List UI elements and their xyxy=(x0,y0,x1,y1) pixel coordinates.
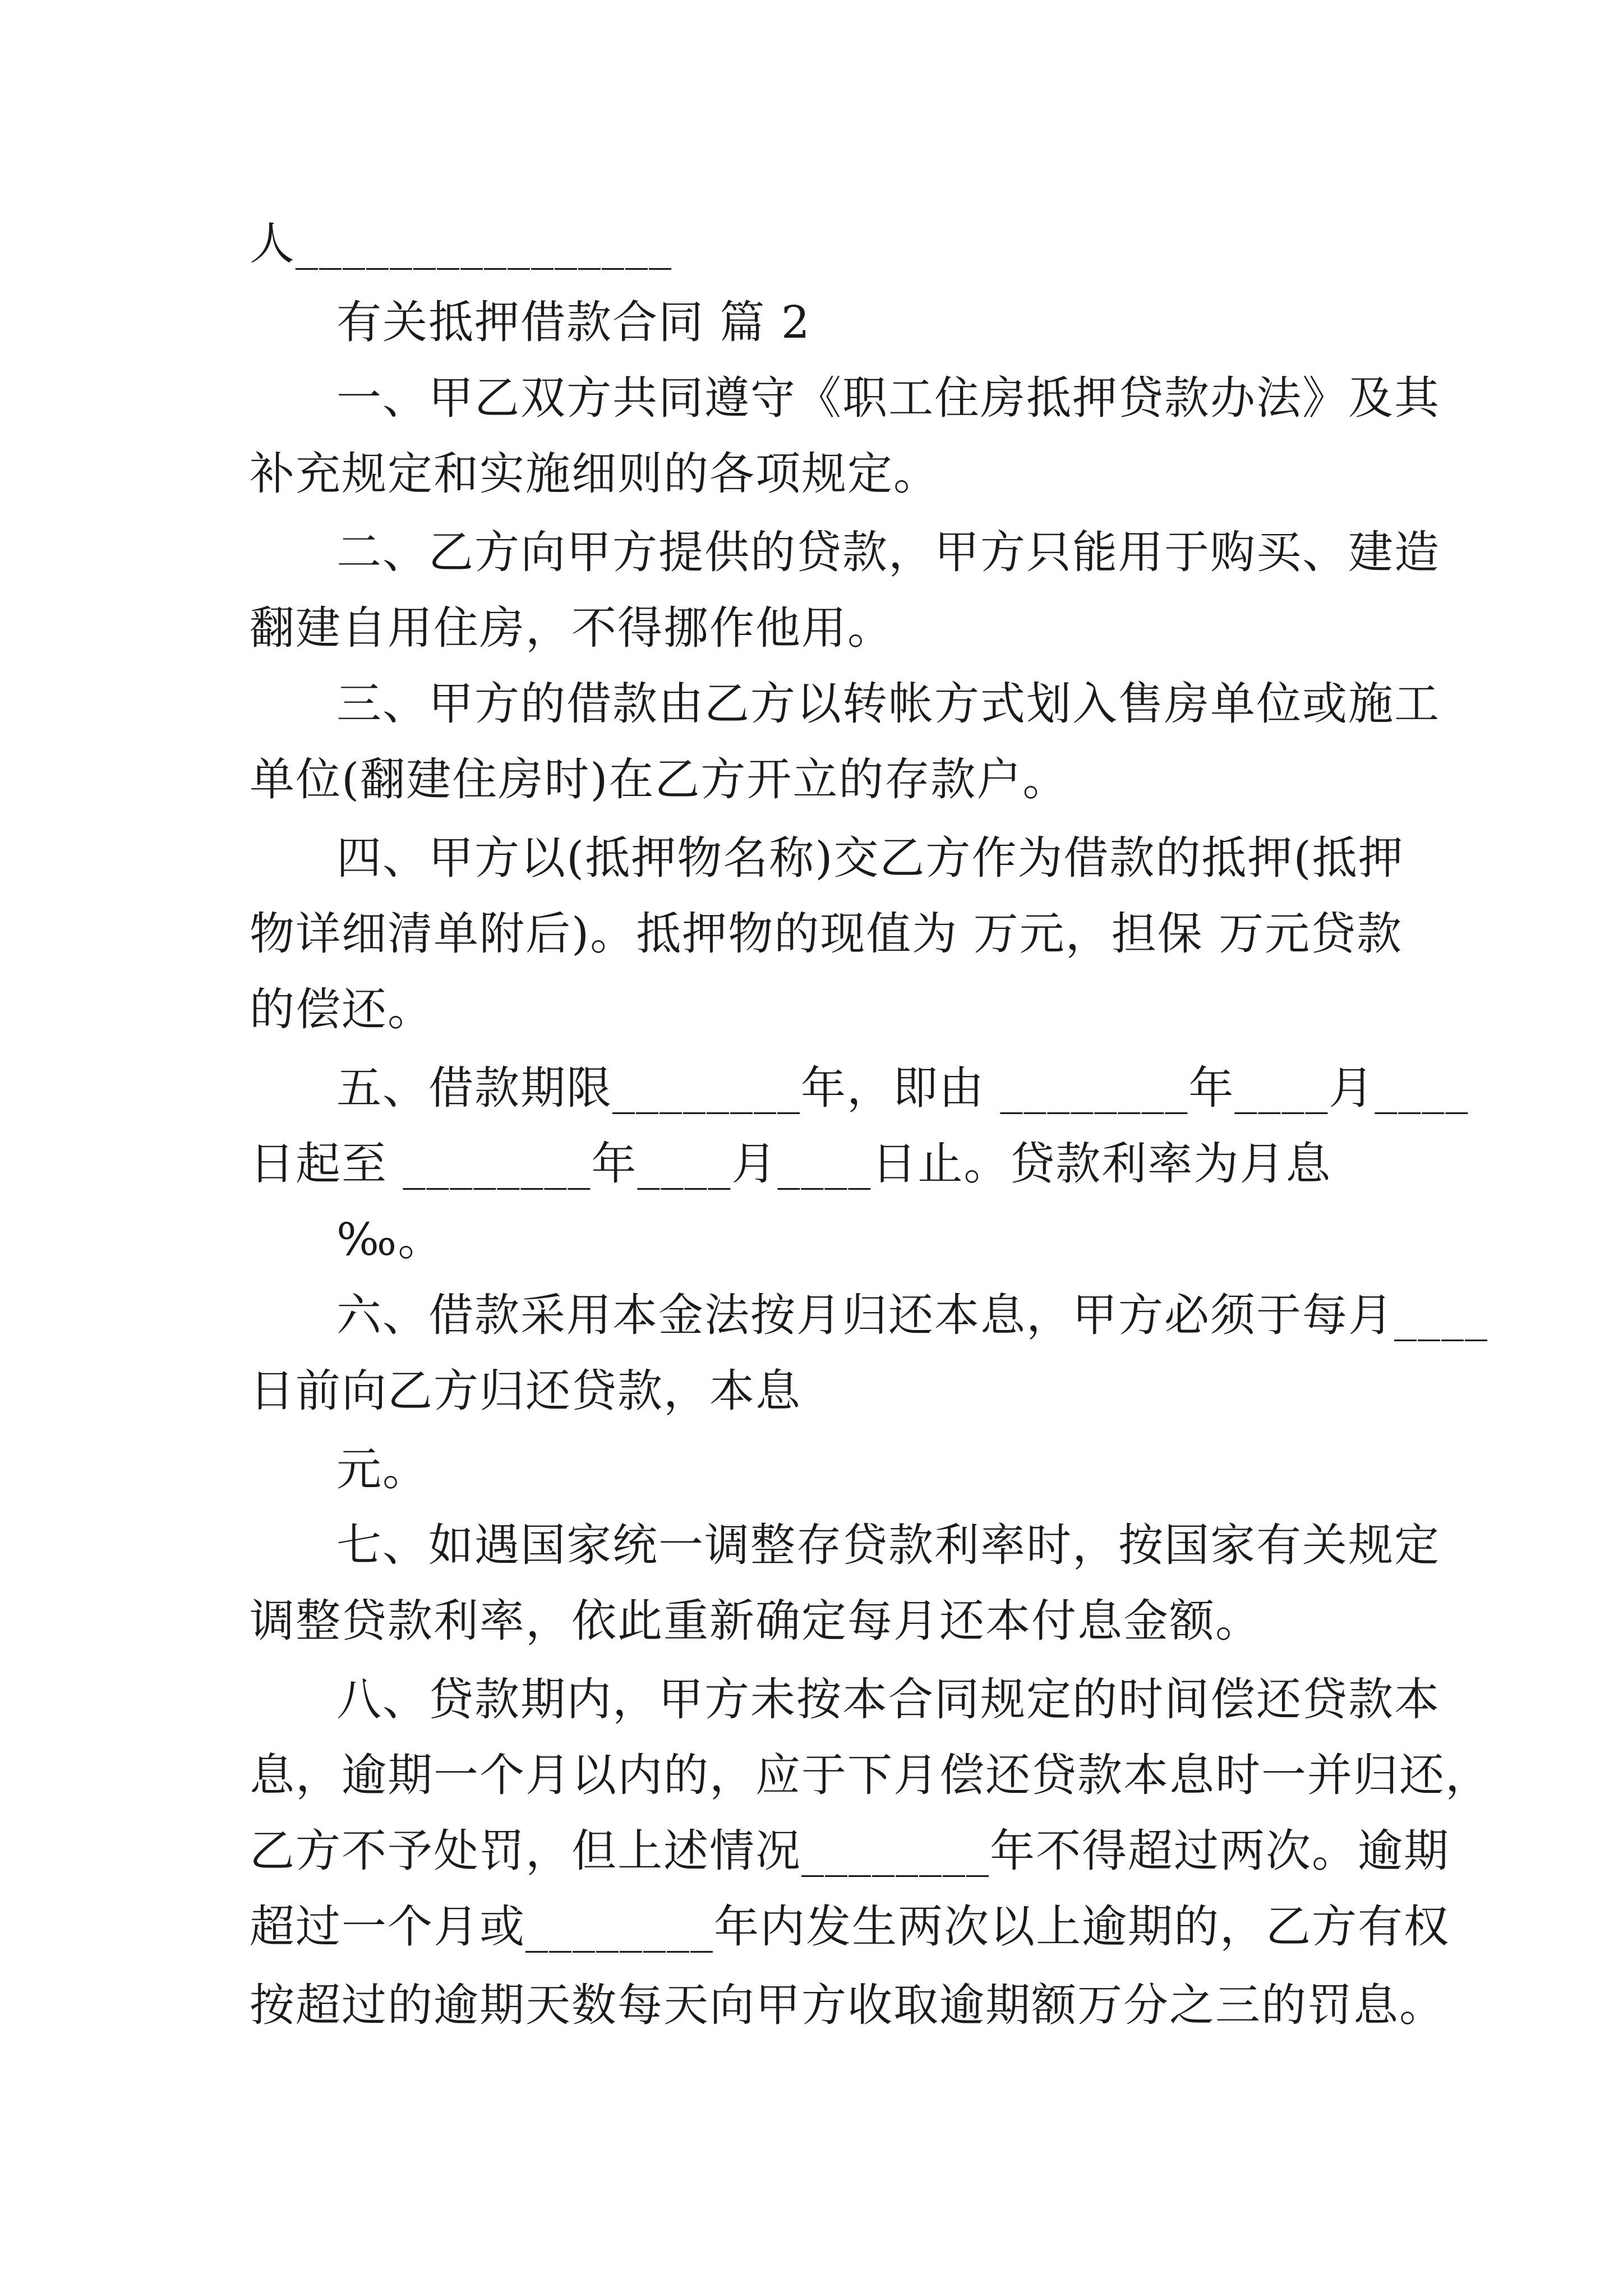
clause-8-line-4 xyxy=(250,1899,1450,1955)
clause-4-line-1 xyxy=(336,830,1404,886)
signature-line xyxy=(250,216,672,272)
line-text: 人________________ xyxy=(250,218,672,270)
clause-8-line-2 xyxy=(250,1747,1491,1803)
clause-3-line-1 xyxy=(336,676,1440,732)
line-text: 的偿还。 xyxy=(250,983,434,1036)
line-text: 六、借款采用本金法按月归还本息，甲方必须于每月____ xyxy=(336,1289,1488,1341)
clause-8-line-1 xyxy=(336,1672,1440,1728)
line-text: 二、乙方向甲方提供的贷款，甲方只能用于购买、建造 xyxy=(336,526,1440,578)
line-text: 翻建自用住房，不得挪作他用。 xyxy=(250,602,893,654)
clause-6-line-2 xyxy=(250,1363,801,1419)
line-text: 物详细清单附后)。抵押物的现值为 万元，担保 万元贷款 xyxy=(250,908,1403,960)
clause-4-line-3 xyxy=(250,982,434,1038)
section-title xyxy=(336,295,811,351)
clause-4-line-2 xyxy=(250,906,1403,962)
line-text: 乙方不予处罚，但上述情况________年不得超过两次。逾期 xyxy=(250,1825,1450,1877)
clause-2-line-1 xyxy=(336,524,1440,581)
clause-8-line-3 xyxy=(250,1823,1450,1879)
line-text: 单位(翻建住房时)在乙方开立的存款户。 xyxy=(250,753,1069,806)
clause-5-line-1 xyxy=(336,1060,1469,1116)
line-text: 息，逾期一个月以内的，应于下月偿还贷款本息时一并归还， xyxy=(250,1749,1491,1801)
line-text: 补充规定和实施细则的各项规定。 xyxy=(250,448,939,500)
clause-8-line-5 xyxy=(250,1977,1445,2033)
line-text: 七、如遇国家统一调整存贷款利率时，按国家有关规定 xyxy=(336,1519,1440,1571)
line-text: ‰。 xyxy=(336,1213,444,1266)
clause-5-line-3 xyxy=(336,1212,444,1268)
line-text: 日起至 ________年____月____日止。贷款利率为月息 xyxy=(250,1138,1332,1190)
line-text: 有关抵押借款合同 篇 2 xyxy=(336,296,811,348)
line-text: 一、甲乙双方共同遵守《职工住房抵押贷款办法》及其 xyxy=(336,372,1440,424)
clause-5-line-2 xyxy=(250,1136,1331,1192)
line-text: 元。 xyxy=(336,1443,428,1496)
clause-2-line-2 xyxy=(250,600,893,656)
clause-3-line-2 xyxy=(250,752,1068,808)
clause-7-line-1 xyxy=(336,1517,1440,1573)
line-text: 超过一个月或________年内发生两次以上逾期的，乙方有权 xyxy=(250,1901,1450,1953)
line-text: 八、贷款期内，甲方未按本合同规定的时间偿还贷款本 xyxy=(336,1673,1440,1726)
clause-1-line-2 xyxy=(250,446,939,502)
line-text: 调整贷款利率，依此重新确定每月还本付息金额。 xyxy=(250,1595,1261,1647)
line-text: 四、甲方以(抵押物名称)交乙方作为借款的抵押(抵押 xyxy=(336,832,1404,884)
line-text: 三、甲方的借款由乙方以转帐方式划入售房单位或施工 xyxy=(336,678,1440,730)
clause-6-line-1 xyxy=(336,1287,1488,1343)
line-text: 日前向乙方归还贷款，本息 xyxy=(250,1365,801,1417)
clause-7-line-2 xyxy=(250,1593,1261,1649)
clause-1-line-1 xyxy=(336,370,1440,426)
clause-6-line-3 xyxy=(336,1442,428,1498)
line-text: 按超过的逾期天数每天向甲方收取逾期额万分之三的罚息。 xyxy=(250,1979,1445,2031)
line-text: 五、借款期限________年，即由 ________年____月____ xyxy=(336,1062,1469,1114)
